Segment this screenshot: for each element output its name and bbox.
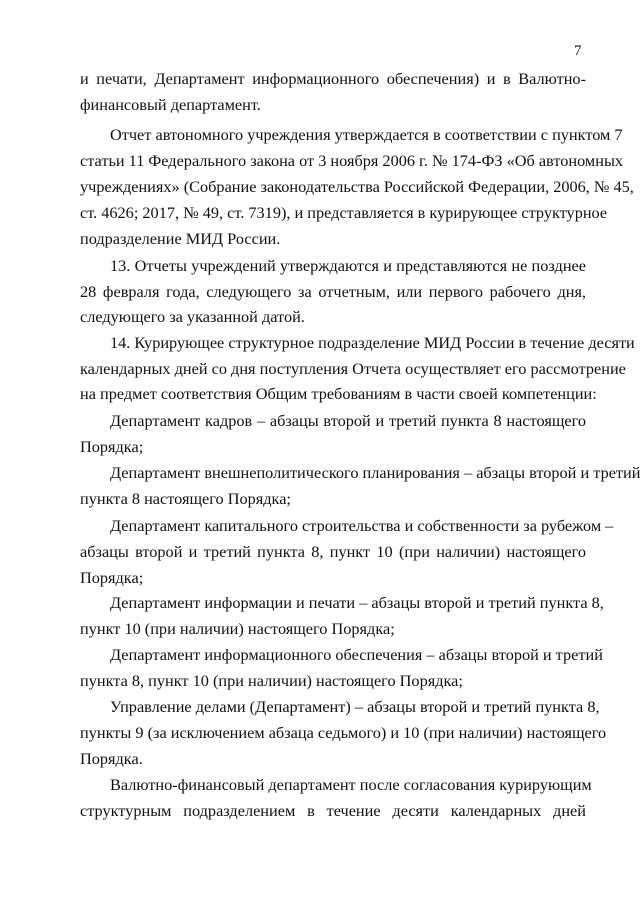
text-line: ст. 4626; 2017, № 49, ст. 7319), и представляется в курирующее структурное [80, 203, 608, 222]
text-line: финансовый департамент. [80, 95, 261, 114]
text-line: пункта 8, пункт 10 (при наличии) настоящего Порядка; [80, 671, 463, 690]
text-line: Отчет автономного учреждения утверждается в соответствии с пунктом 7 [110, 125, 623, 144]
text-line: Департамент информации и печати – абзацы второй и третий пункта 8, [110, 593, 604, 612]
text-line: Порядка; [80, 437, 144, 456]
text-line: учреждениях» (Собрание законодательства Российской Федерации, 2006, № 45, [80, 177, 634, 196]
text-line: 28 февраля года, следующего за отчетным, или первого рабочего дня, [80, 282, 586, 301]
text-line: календарных дней со дня поступления Отчета осуществляет его рассмотрение [80, 359, 626, 378]
text-line: Управление делами (Департамент) – абзацы второй и третий пункта 8, [110, 697, 600, 716]
text-line: Департамент информационного обеспечения – абзацы второй и третий [110, 645, 603, 664]
text-line: пункта 8 настоящего Порядка; [80, 489, 291, 508]
text-line: на предмет соответствия Общим требованиям в части своей компетенции: [80, 384, 597, 403]
text-line: Валютно-финансовый департамент после согласования курирующим [110, 775, 592, 794]
text-line: Порядка. [80, 749, 143, 768]
text-line: Порядка; [80, 568, 144, 587]
text-line: подразделение МИД России. [80, 229, 281, 248]
text-line: пункты 9 (за исключением абзаца седьмого) и 10 (при наличии) настоящего [80, 723, 607, 742]
text-line: Департамент кадров – абзацы второй и третий пункта 8 настоящего [110, 411, 586, 430]
text-line: статьи 11 Федерального закона от 3 ноября 2006 г. № 174-ФЗ «Об автономных [80, 151, 624, 170]
text-line: Департамент внешнеполитического планирования – абзацы второй и третий [110, 463, 640, 482]
text-line: и печати, Департамент информационного обеспечения) и в Валютно- [80, 69, 586, 88]
page-number: 7 [574, 43, 582, 59]
text-line: 13. Отчеты учреждений утверждаются и представляются не позднее [110, 256, 586, 275]
text-line: структурным подразделением в течение десяти календарных дней [80, 801, 586, 820]
text-line: 14. Курирующее структурное подразделение МИД России в течение десяти [110, 333, 635, 352]
text-line: Департамент капитального строительства и собственности за рубежом – [110, 516, 614, 535]
text-line: пункт 10 (при наличии) настоящего Порядка; [80, 619, 395, 638]
text-line: следующего за указанной датой. [80, 307, 305, 326]
text-line: абзацы второй и третий пункта 8, пункт 10 (при наличии) настоящего [80, 542, 586, 561]
